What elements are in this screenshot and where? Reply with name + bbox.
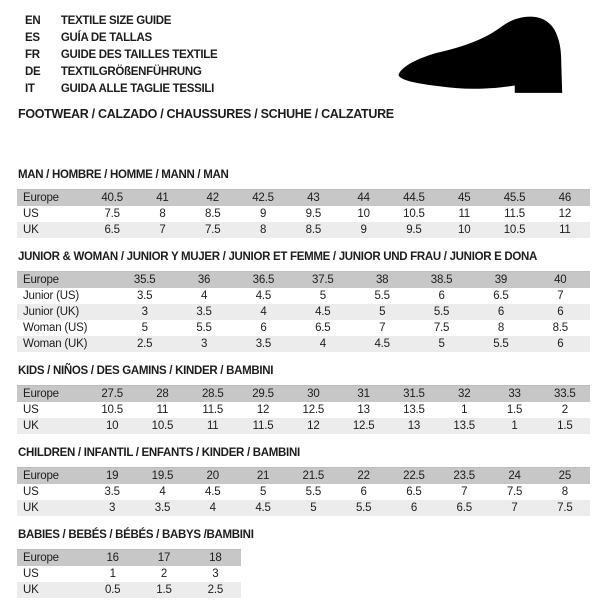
- size-cell: 3.5: [154, 502, 171, 514]
- size-cell: 3: [109, 502, 116, 514]
- size-cell: 36.5: [252, 274, 275, 286]
- size-cell: 10: [105, 420, 119, 432]
- size-cell: 2: [561, 404, 568, 416]
- size-cell: 38: [375, 274, 389, 286]
- size-cell: 10.5: [151, 420, 174, 432]
- size-cell: 1: [511, 420, 518, 432]
- language-label: TEXTILGRÖßENFÜHRUNG: [60, 66, 202, 78]
- size-cell: 44.5: [403, 192, 425, 204]
- size-cell: 8: [259, 224, 267, 236]
- size-cell: 16: [106, 552, 119, 564]
- size-cell: 4: [200, 290, 208, 302]
- size-cell: 4.5: [255, 290, 272, 302]
- size-cell: 45.5: [503, 192, 526, 204]
- size-cell: 33.5: [554, 388, 576, 400]
- size-cell: 11.5: [252, 420, 274, 432]
- table-row: [17, 304, 590, 320]
- table-header-row: [17, 468, 590, 485]
- size-cell: 39: [494, 274, 508, 286]
- size-cell: 33: [508, 388, 521, 400]
- size-cell: 31: [357, 388, 370, 400]
- size-cell: 8.5: [305, 224, 322, 236]
- size-cell: 4.5: [205, 486, 221, 498]
- table-row: [17, 582, 241, 598]
- size-cell: 42: [206, 192, 219, 204]
- size-cell: 2.5: [207, 584, 224, 596]
- row-label: UK: [23, 584, 39, 596]
- size-cell: 9.5: [406, 224, 422, 236]
- size-cell: 43: [307, 192, 320, 204]
- size-cell: 6: [557, 306, 564, 318]
- size-cell: 12: [307, 420, 320, 432]
- size-table: [17, 549, 241, 598]
- size-cell: 13.5: [403, 404, 425, 416]
- size-cell: 0.5: [104, 584, 121, 596]
- size-cell: 41: [156, 192, 169, 204]
- size-cell: 19.5: [151, 470, 174, 482]
- size-cell: 24: [508, 470, 521, 482]
- size-cell: 7.5: [557, 502, 573, 514]
- table-row: [17, 402, 590, 418]
- size-table: [17, 271, 590, 352]
- size-table-title: CHILDREN / INFANTIL / ENFANTS / KINDER / BAMBINI: [18, 447, 300, 459]
- size-cell: 4: [209, 502, 216, 514]
- size-cell: 10.5: [101, 404, 123, 416]
- language-code: EN: [25, 15, 41, 27]
- size-cell: 36: [197, 274, 211, 286]
- size-table-section: [17, 365, 590, 434]
- size-cell: 6.5: [104, 224, 120, 236]
- row-label: US: [23, 404, 39, 416]
- size-table-section: [17, 251, 590, 352]
- language-label: TEXTILE SIZE GUIDE: [60, 15, 172, 27]
- size-cell: 7: [461, 486, 468, 498]
- size-cell: 7: [159, 224, 166, 236]
- size-cell: 10.5: [403, 208, 425, 220]
- size-cell: 17: [157, 552, 171, 564]
- size-cell: 8.5: [552, 322, 568, 334]
- size-cell: 6.5: [456, 502, 472, 514]
- language-label: GUIDE DES TAILLES TEXTILE: [60, 49, 218, 61]
- size-cell: 40: [554, 274, 567, 286]
- row-label: US: [23, 486, 39, 498]
- size-cell: 30: [307, 388, 320, 400]
- size-cell: 28.5: [201, 388, 224, 400]
- table-row: [17, 566, 241, 582]
- size-cell: 10: [357, 208, 370, 220]
- row-label: Junior (UK): [23, 306, 79, 318]
- size-cell: 12.5: [352, 420, 375, 432]
- size-cell: 37.5: [312, 274, 334, 286]
- table-row: [17, 484, 590, 500]
- size-cell: 3.5: [136, 290, 153, 302]
- size-cell: 2.5: [136, 338, 153, 350]
- size-cell: 8: [159, 208, 166, 220]
- size-cell: 18: [209, 552, 222, 564]
- size-table: [17, 467, 590, 516]
- category-title: FOOTWEAR / CALZADO / CHAUSSURES / SCHUHE / CALZATURE: [18, 107, 394, 121]
- size-table-section: [17, 529, 590, 598]
- size-cell: 35.5: [133, 274, 156, 286]
- size-cell: 4: [159, 486, 166, 498]
- size-cell: 5.5: [305, 486, 322, 498]
- size-cell: 6.5: [315, 322, 331, 334]
- size-cell: 44: [357, 192, 370, 204]
- table-row: [17, 206, 590, 222]
- size-cell: 2: [160, 568, 168, 580]
- size-cell: 5: [310, 502, 317, 514]
- size-cell: 12.5: [302, 404, 325, 416]
- size-cell: 5.5: [355, 502, 372, 514]
- shoe-icon: [391, 12, 579, 105]
- size-cell: 7.5: [506, 486, 523, 498]
- size-cell: 5.5: [493, 338, 509, 350]
- language-row-de: [25, 64, 217, 81]
- size-cell: 23.5: [453, 470, 476, 482]
- table-header-row: [17, 550, 241, 567]
- size-cell: 5: [379, 306, 386, 318]
- size-cell: 7.5: [205, 224, 221, 236]
- size-cell: 6.5: [406, 486, 422, 498]
- size-cell: 11: [458, 208, 470, 220]
- size-cell: 4.5: [374, 338, 390, 350]
- size-cell: 8: [497, 322, 505, 334]
- size-cell: 6: [557, 338, 564, 350]
- size-table: [17, 385, 590, 434]
- table-row: [17, 320, 590, 336]
- size-cell: 1.5: [557, 420, 573, 432]
- size-cell: 27.5: [101, 388, 123, 400]
- language-label: GUÍA DE TALLAS: [60, 32, 152, 44]
- row-label: Junior (US): [23, 290, 79, 302]
- row-label: Europe: [23, 470, 59, 482]
- size-cell: 29.5: [252, 388, 274, 400]
- size-cell: 3: [200, 338, 208, 350]
- size-cell: 6: [438, 290, 445, 302]
- size-table-title: BABIES / BEBÉS / BÉBÉS / BABYS /BAMBINI: [18, 529, 254, 541]
- size-cell: 12: [558, 208, 572, 220]
- size-cell: 6: [497, 306, 505, 318]
- row-label: Europe: [23, 388, 59, 400]
- size-cell: 9.5: [305, 208, 322, 220]
- size-table: [17, 189, 590, 238]
- size-table-title: MAN / HOMBRE / HOMME / MANN / MAN: [18, 169, 229, 181]
- language-code: FR: [25, 49, 40, 61]
- row-label: Woman (UK): [23, 338, 88, 350]
- size-cell: 3.5: [255, 338, 272, 350]
- language-row-fr: [25, 47, 217, 64]
- size-cell: 46: [558, 192, 572, 204]
- size-cell: 31.5: [403, 388, 425, 400]
- size-cell: 21: [256, 470, 270, 482]
- size-cell: 12: [256, 404, 270, 416]
- size-cell: 11.5: [202, 404, 224, 416]
- size-cell: 3.5: [196, 306, 212, 318]
- size-cell: 6: [360, 486, 367, 498]
- size-cell: 9: [360, 224, 367, 236]
- size-cell: 10.5: [503, 224, 526, 236]
- language-code: DE: [25, 66, 41, 78]
- row-label: Woman (US): [23, 322, 88, 334]
- size-cell: 9: [259, 208, 267, 220]
- size-cell: 11.5: [504, 208, 525, 220]
- size-table-section: [17, 169, 590, 238]
- row-label: US: [23, 208, 39, 220]
- size-cell: 11: [156, 404, 169, 416]
- size-cell: 4.5: [315, 306, 331, 318]
- row-label: UK: [23, 224, 39, 236]
- language-list: [25, 13, 217, 98]
- size-cell: 5: [141, 322, 148, 334]
- size-cell: 5: [259, 486, 267, 498]
- row-label: Europe: [23, 274, 59, 286]
- size-cell: 6: [410, 502, 418, 514]
- size-cell: 42.5: [252, 192, 274, 204]
- size-cell: 28: [156, 388, 169, 400]
- size-cell: 5: [319, 290, 326, 302]
- size-cell: 22: [357, 470, 370, 482]
- row-label: US: [23, 568, 39, 580]
- size-cell: 1: [109, 568, 116, 580]
- size-cell: 5: [438, 338, 445, 350]
- size-cell: 13: [407, 420, 421, 432]
- table-row: [17, 288, 590, 304]
- size-cell: 40.5: [101, 192, 123, 204]
- size-cell: 10: [458, 224, 471, 236]
- size-cell: 7.5: [104, 208, 120, 220]
- table-row: [17, 222, 590, 238]
- size-table-title: KIDS / NIÑOS / DES GAMINS / KINDER / BAMBINI: [18, 365, 274, 377]
- size-table-title: JUNIOR & WOMAN / JUNIOR Y MUJER / JUNIOR ET FEMME / JUNIOR UND FRAU / JUNIOR E DONA: [18, 251, 538, 263]
- size-cell: 4: [319, 338, 326, 350]
- size-cell: 8.5: [205, 208, 221, 220]
- table-row: [17, 418, 590, 434]
- table-row: [17, 336, 590, 352]
- size-cell: 6.5: [493, 290, 509, 302]
- size-table-section: [17, 447, 590, 516]
- row-label: Europe: [23, 192, 59, 204]
- table-row: [17, 500, 590, 516]
- size-cell: 7.5: [433, 322, 450, 334]
- size-cell: 38.5: [430, 274, 453, 286]
- size-cell: 45: [458, 192, 471, 204]
- size-cell: 1.5: [156, 584, 172, 596]
- size-cell: 11: [206, 420, 219, 432]
- size-cell: 20: [206, 470, 219, 482]
- size-cell: 11: [559, 224, 571, 236]
- size-cell: 7: [511, 502, 518, 514]
- size-cell: 7: [557, 290, 564, 302]
- table-header-row: [17, 386, 590, 403]
- language-row-es: [25, 30, 217, 47]
- row-label: UK: [23, 502, 39, 514]
- row-label: Europe: [23, 552, 59, 564]
- table-header-row: [17, 190, 590, 207]
- table-header-row: [17, 272, 590, 289]
- size-cell: 5.5: [196, 322, 212, 334]
- row-label: UK: [23, 420, 39, 432]
- size-cell: 1.5: [506, 404, 523, 416]
- size-cell: 19: [105, 470, 119, 482]
- language-label: GUIDA ALLE TAGLIE TESSILI: [60, 83, 214, 95]
- size-cell: 3: [141, 306, 148, 318]
- language-code: ES: [25, 32, 40, 44]
- size-cell: 4: [260, 306, 267, 318]
- size-sections: [17, 160, 590, 598]
- size-cell: 4.5: [255, 502, 271, 514]
- size-cell: 32: [458, 388, 471, 400]
- language-row-en: [25, 13, 217, 30]
- size-cell: 5.5: [374, 290, 390, 302]
- size-cell: 22.5: [403, 470, 425, 482]
- size-cell: 5.5: [433, 306, 450, 318]
- size-cell: 25: [558, 470, 572, 482]
- language-row-it: [25, 81, 217, 98]
- size-cell: 6: [260, 322, 267, 334]
- size-cell: 13.5: [453, 420, 476, 432]
- size-cell: 3.5: [104, 486, 120, 498]
- size-cell: 8: [561, 486, 568, 498]
- size-cell: 13: [357, 404, 370, 416]
- size-cell: 7: [379, 322, 386, 334]
- size-cell: 21.5: [302, 470, 325, 482]
- size-cell: 1: [461, 404, 468, 416]
- language-code: IT: [25, 83, 35, 95]
- size-cell: 3: [212, 568, 219, 580]
